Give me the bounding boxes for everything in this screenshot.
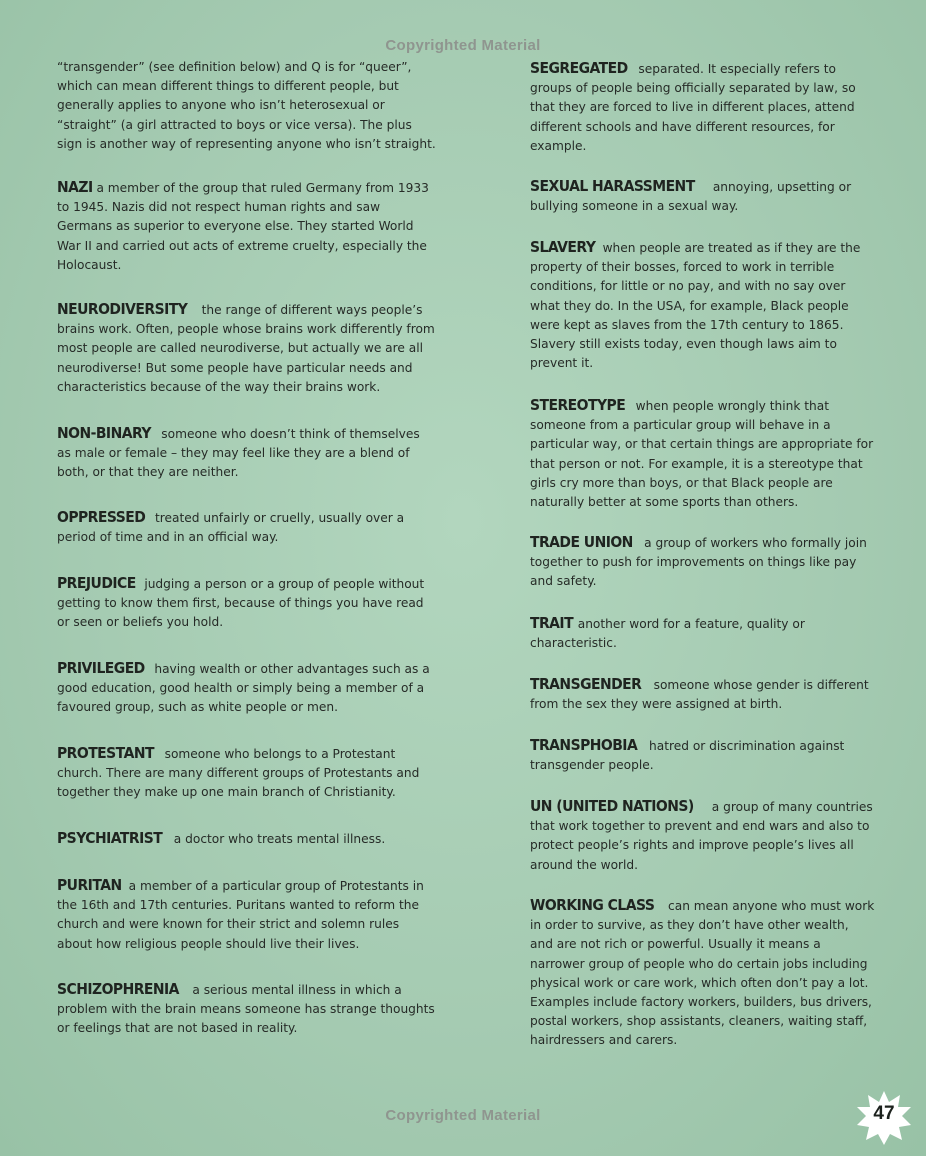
glossary-entry-neurodiversity [57,300,437,397]
glossary-term: TRAIT [530,614,574,632]
glossary-entry-psychiatrist [57,829,437,849]
glossary-definition: when people wrongly think that someone from a particular group will behave in a particular way, or that certain things are appropriate for that person or not. For example, it is a stereotype that girls cry more than boys, or that Black people are naturally better at some sports than others. [530,399,874,510]
glossary-entry-non-binary [57,424,437,483]
glossary-definition: a group of many countries that work together to prevent and end wars and also to protect people’s rights and improve people’s lives all around the world. [530,800,873,872]
glossary-term: SEGREGATED [530,59,628,77]
glossary-term: WORKING CLASS [530,896,655,914]
glossary-term: TRANSGENDER [530,675,642,693]
glossary-entry-protestant [57,744,437,803]
glossary-definition: the range of different ways people’s brains work. Often, people whose brains work differently from most people are called neurodiverse, but actually we are all neurodiverse! But some people have particular needs and characteristics because of the way their brains work. [57,303,435,394]
glossary-entry-transphobia [530,736,875,775]
glossary-entry-puritan [57,876,437,954]
glossary-definition: a group of workers who formally join together to push for improvements on things like pay and safety. [530,536,867,589]
glossary-definition: annoying, upsetting or bullying someone in a sexual way. [530,180,852,214]
glossary-term: NON-BINARY [57,424,151,442]
page-number: 47 [873,1103,895,1124]
glossary-entry-schizophrenia [57,980,437,1039]
copyright-watermark-top: Copyrighted Material [385,37,541,54]
glossary-definition: treated unfairly or cruelly, usually over a period of time and in an official way. [57,511,405,545]
glossary-definition: a member of the group that ruled Germany from 1933 to 1945. Nazis did not respect human rights and saw Germans as superior to everyone else. They started World War II and carried out acts of extreme cruelty, especially the Holocaust. [57,181,429,272]
glossary-definition: someone who doesn’t think of themselves as male or female – they may feel like they are a blend of both, or that they are neither. [57,427,420,480]
glossary-definition: a member of a particular group of Protestants in the 16th and 17th centuries. Puritans wanted to reform the church and were known for their strict and solemn rules about how religious people should live their lives. [57,879,424,951]
glossary-entry-trade-union [530,533,875,592]
glossary-definition: a doctor who treats mental illness. [173,832,386,846]
glossary-definition: having wealth or other advantages such as a good education, good health or simply being a member of a favoured group, such as white people or men. [57,662,430,715]
glossary-definition: hatred or discrimination against transgender people. [530,739,845,773]
glossary-entry-slavery [530,238,875,373]
glossary-definition: “transgender” (see definition below) and Q is for “queer”, which can mean different things to different people, but generally applies to anyone who isn’t heterosexual or “straight” (a girl attracted to boys or vice versa). The plus sign is another way of representing anyone who isn’t straight. [57,60,436,151]
glossary-term: NEURODIVERSITY [57,300,188,318]
glossary-entry-oppressed [57,508,437,547]
glossary-definition: a serious mental illness in which a problem with the brain means someone has strange thoughts or feelings that are not based in reality. [57,983,435,1036]
glossary-entry-working-class [530,896,875,1051]
glossary-entry-stereotype [530,396,875,512]
glossary-entry-sexual-harassment [530,177,875,216]
glossary-entry-nazi [57,178,437,275]
glossary-term: UN (UNITED NATIONS) [530,797,694,815]
glossary-definition: when people are treated as if they are the property of their bosses, forced to work in terrible conditions, for little or no pay, and with no say over what they do. In the USA, for example, Black people were kept as slaves from the 17th century to 1865. Slavery still exists today, even though laws aim to prevent it. [530,241,861,371]
glossary-term: PURITAN [57,876,122,894]
glossary-term: TRADE UNION [530,533,633,551]
glossary-definition: someone whose gender is different from the sex they were assigned at birth. [530,678,869,712]
glossary-definition: judging a person or a group of people without getting to know them first, because of things you have read or seen or beliefs you hold. [57,577,425,630]
glossary-entry-privileged [57,659,437,718]
glossary-definition: someone who belongs to a Protestant church. There are many different groups of Protestants and together they make up one main branch of Christianity. [57,747,420,800]
glossary-entry-segregated [530,59,875,156]
glossary-term: PSYCHIATRIST [57,829,163,847]
glossary-definition: can mean anyone who must work in order to survive, as they don’t have other wealth, and are not rich or powerful. Usually it means a narrower group of people who do certain jobs including physical work or care work, which often don’t pay a lot. Examples include factory workers, builders, bus drivers, postal workers, shop assistants, cleaners, waiting staff, hairdressers and carers. [530,899,875,1048]
glossary-term: PREJUDICE [57,574,136,592]
glossary-entry-un [530,797,875,875]
glossary-term: SLAVERY [530,238,596,256]
glossary-term: PROTESTANT [57,744,154,762]
glossary-term: OPPRESSED [57,508,146,526]
glossary-definition: another word for a feature, quality or characteristic. [530,617,805,651]
glossary-term: TRANSPHOBIA [530,736,638,754]
glossary-term: SEXUAL HARASSMENT [530,177,695,195]
glossary-entry-prejudice [57,574,437,633]
glossary-entry-continued [57,58,437,154]
glossary-term: NAZI [57,178,93,196]
glossary-term: STEREOTYPE [530,396,626,414]
glossary-term: SCHIZOPHRENIA [57,980,179,998]
glossary-term: PRIVILEGED [57,659,145,677]
copyright-watermark-bottom: Copyrighted Material [385,1107,541,1124]
glossary-entry-trait [530,614,875,653]
glossary-definition: separated. It especially refers to groups of people being officially separated by law, so that they are forced to live in different places, attend different schools and have different resources, for example. [530,62,856,153]
glossary-entry-transgender [530,675,875,714]
